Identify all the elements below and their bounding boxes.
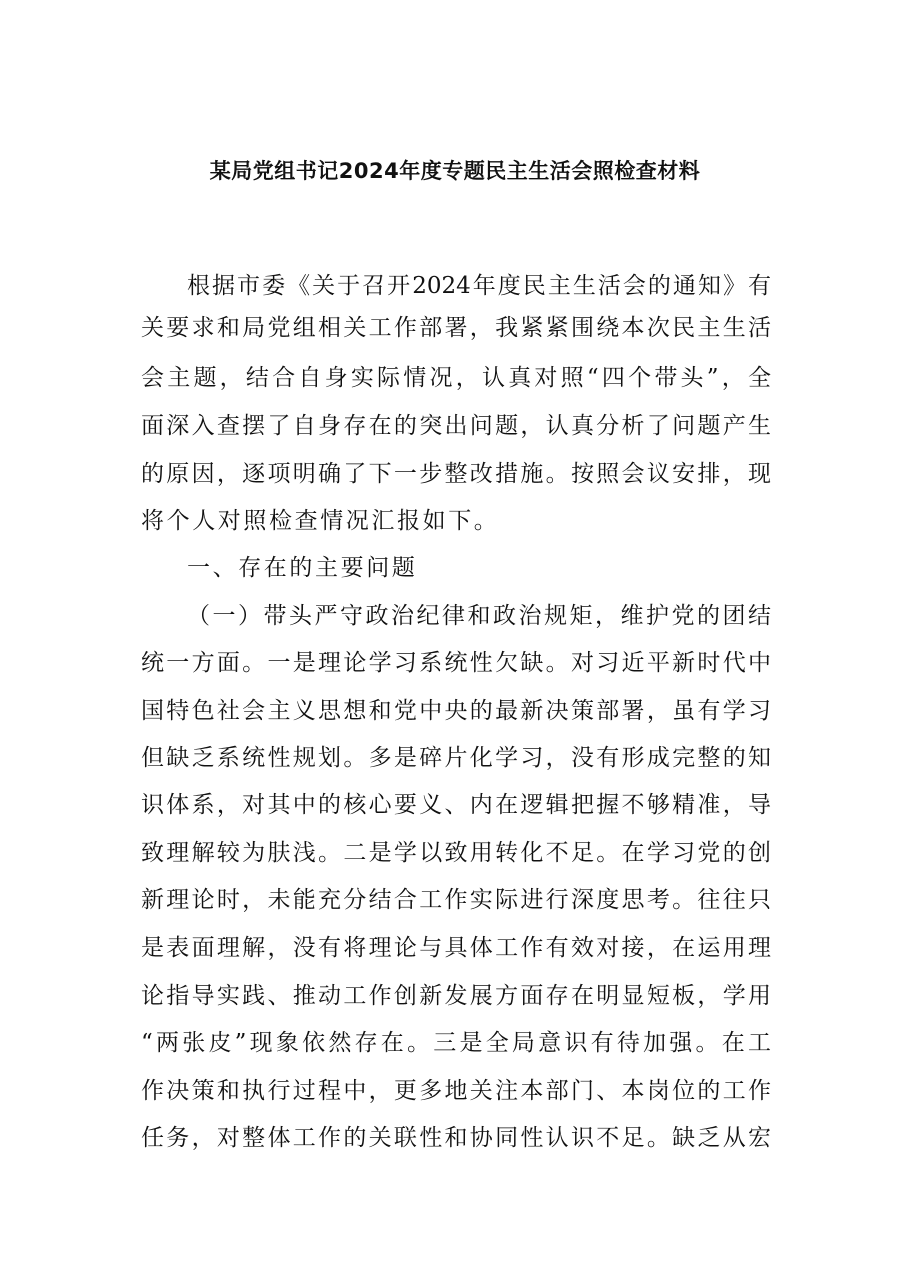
paragraph-line: 论指导实践、推动工作创新发展方面存在明显短板，学用 <box>141 983 771 1009</box>
paragraph-line: （一）带头严守政治纪律和政治规矩，维护党的团结 <box>187 603 771 629</box>
paragraph-line: 任务，对整体工作的关联性和协同性认识不足。缺乏从宏 <box>141 1125 771 1151</box>
paragraph-line: 是表面理解，没有将理论与具体工作有效对接，在运用理 <box>141 935 771 961</box>
paragraph-line: 国特色社会主义思想和党中央的最新决策部署，虽有学习 <box>141 698 771 724</box>
paragraph-line: 将个人对照检查情况汇报如下。 <box>141 508 500 534</box>
section-heading: 一、存在的主要问题 <box>187 555 418 581</box>
paragraph-line: “两张皮”现象依然存在。三是全局意识有待加强。在工 <box>141 1030 771 1056</box>
paragraph-line: 面深入查摆了自身存在的突出问题，认真分析了问题产生 <box>141 413 771 439</box>
paragraph-line: 新理论时，未能充分结合工作实际进行深度思考。往往只 <box>141 887 771 913</box>
paragraph-line: 会主题，结合自身实际情况，认真对照“四个带头”，全 <box>141 365 771 391</box>
paragraph-line: 但缺乏系统性规划。多是碎片化学习，没有形成完整的知 <box>141 745 771 771</box>
paragraph-line: 的原因，逐项明确了下一步整改措施。按照会议安排，现 <box>141 461 771 487</box>
paragraph-line: 识体系，对其中的核心要义、内在逻辑把握不够精准，导 <box>141 792 771 818</box>
paragraph-line: 作决策和执行过程中，更多地关注本部门、本岗位的工作 <box>141 1078 771 1104</box>
paragraph-line: 统一方面。一是理论学习系统性欠缺。对习近平新时代中 <box>141 650 771 676</box>
paragraph-line: 根据市委《关于召开2024年度民主生活会的通知》有 <box>187 273 771 299</box>
paragraph-line: 致理解较为肤浅。二是学以致用转化不足。在学习党的创 <box>141 840 771 866</box>
paragraph-line: 关要求和局党组相关工作部署，我紧紧围绕本次民主生活 <box>141 315 771 341</box>
document-title: 某局党组书记2024年度专题民主生活会照检查材料 <box>209 159 701 183</box>
